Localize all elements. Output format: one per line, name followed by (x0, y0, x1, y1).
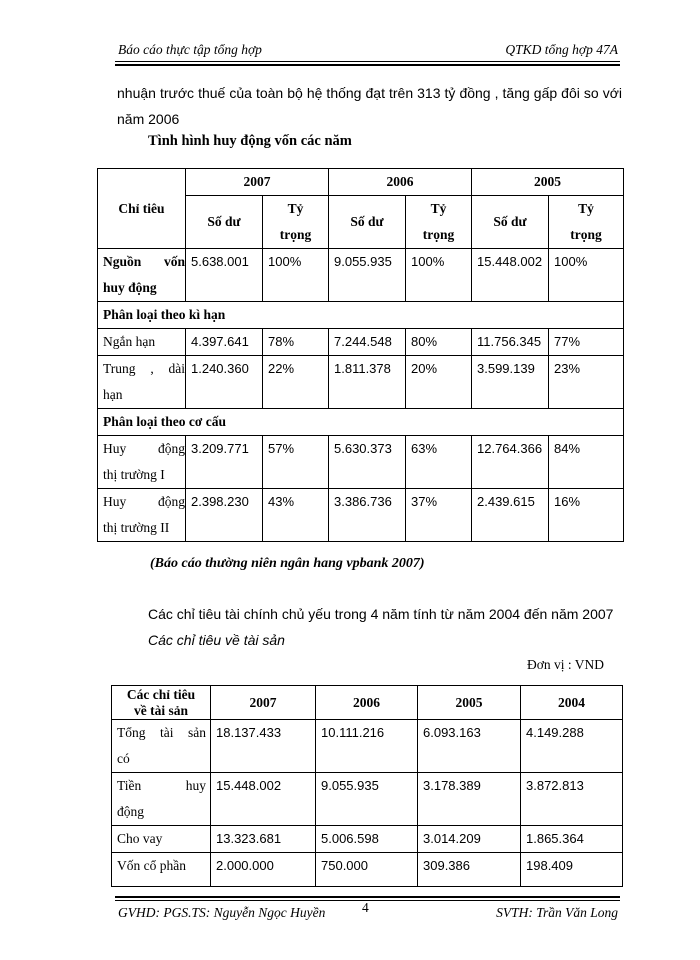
criteria-header-line-2: về tài sản (134, 702, 188, 718)
footer-rule-thick (115, 896, 620, 898)
row-label: Ngắn hạn (98, 329, 186, 356)
table-row (98, 249, 624, 302)
row-label (112, 720, 211, 773)
subheading: Các chỉ tiêu về tài sản (148, 632, 285, 648)
row-label-line-2: có (117, 751, 130, 766)
header-rule-thick (115, 64, 620, 66)
cell-value: 20% (406, 356, 472, 409)
cell-value: 63% (406, 436, 472, 489)
table-row (98, 356, 624, 409)
cell-value: 1.865.364 (521, 826, 623, 853)
cell-value: 3.386.736 (329, 489, 406, 542)
cell-value: 100% (263, 249, 329, 302)
table1-title: Tình hình huy động vốn các năm (148, 133, 352, 149)
table-row (112, 773, 623, 826)
cell-value: 78% (263, 329, 329, 356)
cell-value: 1.811.378 (329, 356, 406, 409)
footer-student: SVTH: Trần Văn Long (496, 905, 618, 920)
intro-text: Các chỉ tiêu tài chính chủ yếu trong 4 năm tính từ năm 2004 đến năm 2007 (148, 606, 614, 622)
cell-value: 37% (406, 489, 472, 542)
year-header: 2004 (521, 686, 623, 720)
section-row (98, 302, 624, 329)
balance-header: Số dư (472, 196, 549, 249)
row-label-line-2: huy động (103, 280, 157, 295)
cell-value: 7.244.548 (329, 329, 406, 356)
section-label: Phân loại theo cơ cấu (98, 409, 624, 436)
table-header-row (112, 686, 623, 720)
row-label (112, 773, 211, 826)
year-header: 2006 (329, 169, 472, 196)
cell-value: 3.209.771 (186, 436, 263, 489)
row-label (98, 436, 186, 489)
year-header: 2005 (418, 686, 521, 720)
cell-value: 2.398.230 (186, 489, 263, 542)
table-row (98, 489, 624, 542)
criteria-header: Chỉ tiêu (98, 169, 186, 249)
cell-value: 16% (549, 489, 624, 542)
section-row (98, 409, 624, 436)
cell-value: 9.055.935 (316, 773, 418, 826)
cell-value: 3.014.209 (418, 826, 521, 853)
page-number: 4 (362, 900, 369, 915)
cell-value: 80% (406, 329, 472, 356)
unit-label: Đơn vị : VND (527, 657, 605, 672)
cell-value: 3.872.813 (521, 773, 623, 826)
cell-value: 2.000.000 (211, 853, 316, 887)
row-label-line-1: Huy động (103, 494, 185, 509)
cell-value: 750.000 (316, 853, 418, 887)
year-header: 2007 (211, 686, 316, 720)
asset-indicators-table (111, 685, 623, 887)
cell-value: 9.055.935 (329, 249, 406, 302)
share-header (406, 196, 472, 249)
row-label-line-2: động (117, 804, 144, 819)
page-header-left: Báo cáo thực tập tổng hợp (118, 42, 262, 57)
cell-value: 5.006.598 (316, 826, 418, 853)
cell-value: 77% (549, 329, 624, 356)
row-label-line-1: Tổng tài sản (117, 725, 206, 740)
cell-value: 84% (549, 436, 624, 489)
cell-value: 198.409 (521, 853, 623, 887)
cell-value: 2.439.615 (472, 489, 549, 542)
capital-mobilization-table (97, 168, 624, 542)
page-header-right: QTKD tổng hợp 47A (505, 42, 618, 57)
cell-value: 57% (263, 436, 329, 489)
row-label-line-2: thị trường II (103, 520, 170, 535)
row-label-line-2: hạn (103, 387, 123, 402)
row-label-line-1: Nguồn vốn (103, 254, 185, 269)
header-rule (115, 61, 620, 62)
section-label: Phân loại theo kì hạn (98, 302, 624, 329)
row-label: Vốn cổ phần (112, 853, 211, 887)
table-row (112, 853, 623, 887)
cell-value: 309.386 (418, 853, 521, 887)
cell-value: 3.178.389 (418, 773, 521, 826)
cell-value: 100% (549, 249, 624, 302)
table1-source-caption: (Báo cáo thường niên ngân hang vpbank 2007) (150, 556, 425, 571)
cell-value: 18.137.433 (211, 720, 316, 773)
cell-value: 43% (263, 489, 329, 542)
row-label-line-1: Trung , dài (103, 361, 185, 376)
paragraph-line-2: năm 2006 (117, 111, 180, 127)
paragraph-line-1: nhuận trước thuế của toàn bộ hệ thống đạt trên 313 tỷ đồng , tăng gấp đôi so với (117, 85, 622, 101)
body-paragraph (117, 80, 622, 132)
year-header: 2007 (186, 169, 329, 196)
row-label-line-1: Tiền huy (117, 778, 206, 793)
table-row (112, 826, 623, 853)
table-row (98, 436, 624, 489)
cell-value: 5.630.373 (329, 436, 406, 489)
table-row (112, 720, 623, 773)
cell-value: 6.093.163 (418, 720, 521, 773)
share-header-line-2: trọng (422, 227, 455, 242)
row-label (98, 249, 186, 302)
year-header: 2005 (472, 169, 624, 196)
cell-value: 13.323.681 (211, 826, 316, 853)
cell-value: 5.638.001 (186, 249, 263, 302)
cell-value: 3.599.139 (472, 356, 549, 409)
criteria-header-line-1: Các chỉ tiêu (126, 686, 196, 702)
share-header-line-1: Tỷ (578, 201, 594, 216)
cell-value: 1.240.360 (186, 356, 263, 409)
row-label: Cho vay (112, 826, 211, 853)
share-header (263, 196, 329, 249)
share-header-line-1: Tỷ (287, 201, 304, 216)
criteria-header (112, 686, 211, 720)
row-label-line-1: Huy động (103, 441, 185, 456)
cell-value: 22% (263, 356, 329, 409)
year-header: 2006 (316, 686, 418, 720)
cell-value: 23% (549, 356, 624, 409)
balance-header: Số dư (329, 196, 406, 249)
cell-value: 4.149.288 (521, 720, 623, 773)
cell-value: 4.397.641 (186, 329, 263, 356)
row-label-line-2: thị trường I (103, 467, 165, 482)
share-header (549, 196, 624, 249)
cell-value: 100% (406, 249, 472, 302)
cell-value: 11.756.345 (472, 329, 549, 356)
share-header-line-2: trọng (279, 227, 312, 242)
share-header-line-2: trọng (570, 227, 602, 242)
share-header-line-1: Tỷ (430, 201, 447, 216)
cell-value: 15.448.002 (211, 773, 316, 826)
row-label (98, 489, 186, 542)
cell-value: 15.448.002 (472, 249, 549, 302)
cell-value: 12.764.366 (472, 436, 549, 489)
cell-value: 10.111.216 (316, 720, 418, 773)
table-row (98, 329, 624, 356)
balance-header: Số dư (186, 196, 263, 249)
row-label (98, 356, 186, 409)
footer-supervisor: GVHD: PGS.TS: Nguyễn Ngọc Huyền (118, 905, 326, 920)
table-header-row (98, 169, 624, 196)
